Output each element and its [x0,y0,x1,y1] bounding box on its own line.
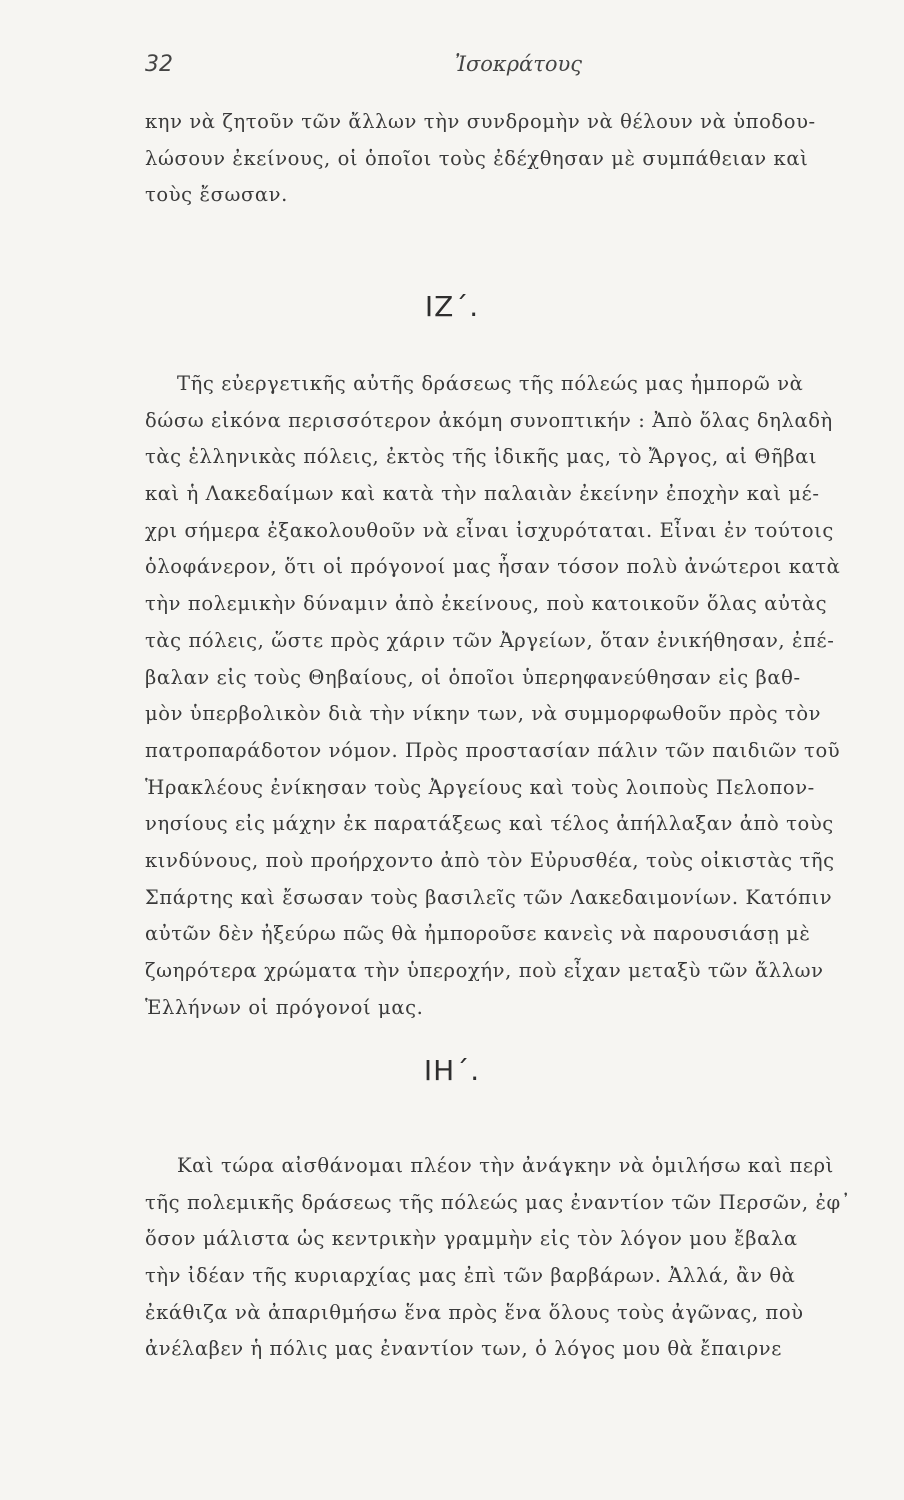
running-title: Ἰσοκράτους [455,52,583,76]
text-line: χρι σήμερα ἐξακολουθοῦν νὰ εἶναι ἰσχυρόταται. Εἶναι ἐν τούτοις [145,518,834,542]
text-line: τὴν πολεμικὴν δύναμιν ἀπὸ ἐκείνους, ποὺ κατοικοῦν ὅλας αὐτὰς [145,592,828,616]
text-line: βαλαν εἰς τοὺς Θηβαίους, οἱ ὁποῖοι ὑπερηφανεύθησαν εἰς βαθ- [145,665,801,689]
text-line: Σπάρτης καὶ ἔσωσαν τοὺς βασιλεῖς τῶν Λακεδαιμονίων. Κατόπιν [145,885,833,909]
text-line: τὰς πόλεις, ὥστε πρὸς χάριν τῶν Ἀργείων, ὅταν ἐνικήθησαν, ἐπέ- [145,628,835,652]
section-heading-18: ΙΗ΄. [423,1054,481,1087]
section-heading-17: ΙΖ΄. [424,290,480,323]
text-line: κινδύνους, ποὺ προήρχοντο ἀπὸ τὸν Εὐρυσθέα, τοὺς οἰκιστὰς τῆς [145,848,835,872]
text-line: Τῆς εὐεργετικῆς αὐτῆς δράσεως τῆς πόλεώς μας ἠμπορῶ νὰ [177,372,804,395]
text-line: τῆς πολεμικῆς δράσεως τῆς πόλεώς μας ἐναντίον τῶν Περσῶν, ἐφ᾿ [145,1190,852,1214]
text-line: τὴν ἰδέαν τῆς κυριαρχίας μας ἐπὶ τῶν βαρβάρων. Ἀλλά, ἂν θὰ [145,1264,796,1288]
text-line: ἐκάθιζα νὰ ἀπαριθμήσω ἕνα πρὸς ἕνα ὅλους τοὺς ἀγῶνας, ποὺ [145,1300,804,1324]
paragraph-continuation [145,104,904,214]
text-line: δώσω εἰκόνα περισσότερον ἀκόμη συνοπτικήν : Ἀπὸ ὅλας δηλαδὴ [145,408,833,432]
text-line: πατροπαράδοτον νόμον. Πρὸς προστασίαν πάλιν τῶν παιδιῶν τοῦ [145,738,841,762]
text-line: ζωηρότερα χρώματα τὴν ὑπεροχήν, ποὺ εἶχαν μεταξὺ τῶν ἄλλων [145,959,824,982]
text-line: τοὺς ἔσωσαν. [145,183,288,207]
text-line: κην νὰ ζητοῦν τῶν ἄλλων τὴν συνδρομὴν νὰ θέλουν νὰ ὑποδου- [145,110,816,133]
text-line: λώσουν ἐκείνους, οἱ ὁποῖοι τοὺς ἐδέχθησαν μὲ συμπάθειαν καὶ [145,146,809,170]
text-line: ὁλοφάνερον, ὅτι οἱ πρόγονοί μας ἦσαν τόσον πολὺ ἀνώτεροι κατὰ [145,555,841,579]
text-line: καὶ ἡ Λακεδαίμων καὶ κατὰ τὴν παλαιὰν ἐκείνην ἐποχὴν καὶ μέ- [145,482,820,506]
text-line: ὅσον μάλιστα ὡς κεντρικὴν γραμμὴν εἰς τὸν λόγον μου ἔβαλα [145,1227,798,1251]
text-line: Ἑλλήνων οἱ πρόγονοί μας. [145,995,424,1019]
text-line: τὰς ἑλληνικὰς πόλεις, ἐκτὸς τῆς ἰδικῆς μας, τὸ Ἄργος, αἱ Θῆβαι [145,445,818,469]
text-line: ἀνέλαβεν ἡ πόλις μας ἐναντίον των, ὁ λόγος μου θὰ ἔπαιρνε [145,1337,782,1361]
text-line: Καὶ τώρα αἰσθάνομαι πλέον τὴν ἀνάγκην νὰ ὁμιλήσω καὶ περὶ [177,1154,834,1177]
page-number: 32 [145,52,173,77]
paragraph-section-17 [145,366,904,1026]
page-header [0,52,904,88]
text-line: νησίους εἰς μάχην ἐκ παρατάξεως καὶ τέλος ἀπήλλαξαν ἀπὸ τοὺς [145,812,834,836]
text-line: μὸν ὑπερβολικὸν διὰ τὴν νίκην των, νὰ συμμορφωθοῦν πρὸς τὸν [145,702,822,726]
text-line: αὐτῶν δὲν ἠξεύρω πῶς θὰ ἠμποροῦσε κανεὶς νὰ παρουσιάσῃ μὲ [145,922,811,946]
text-line: Ἡρακλέους ἐνίκησαν τοὺς Ἀργείους καὶ τοὺς λοιποὺς Πελοπον- [145,775,815,799]
paragraph-section-18 [145,1148,904,1368]
